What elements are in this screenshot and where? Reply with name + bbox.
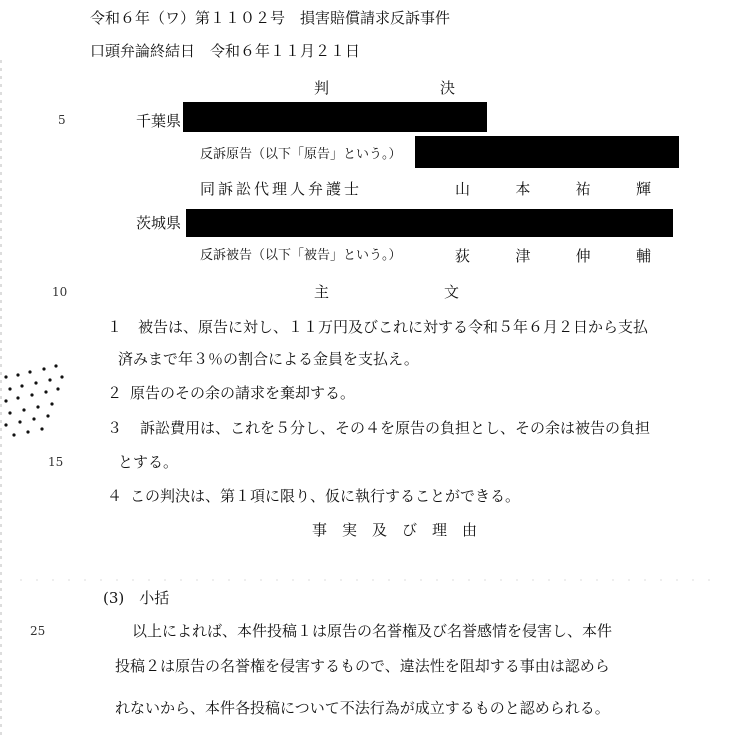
main-item-number: １ bbox=[107, 318, 123, 336]
line-number-15: 15 bbox=[48, 455, 64, 469]
main-item-number: ２ bbox=[107, 384, 123, 402]
main-item-number: ３ bbox=[107, 419, 123, 437]
facts-and-reasons-title: 事 実 及 び 理 由 bbox=[312, 521, 478, 539]
defendant-role: 反訴被告（以下「被告」という。） bbox=[200, 248, 402, 263]
main-item-line: 被告は、原告に対し、１１万円及びこれに対する令和５年６月２日から支払 bbox=[138, 318, 649, 336]
main-item-line: 訴訟費用は、これを５分し、その４を原告の負担とし、その余は被告の負担 bbox=[140, 419, 651, 437]
main-text-title-2: 文 bbox=[444, 283, 460, 301]
defendant-name-char: 荻 bbox=[455, 247, 471, 265]
main-item-line: とする。 bbox=[118, 453, 179, 471]
attorney-name-char: 祐 bbox=[575, 180, 591, 198]
attorney-role: 同訴訟代理人弁護士 bbox=[200, 180, 363, 198]
defendant-prefecture: 茨城県 bbox=[136, 214, 182, 232]
redaction-plaintiff-name bbox=[415, 136, 679, 168]
plaintiff-role: 反訴原告（以下「原告」という。） bbox=[200, 147, 402, 162]
line-number-5: 5 bbox=[58, 113, 66, 127]
plaintiff-prefecture: 千葉県 bbox=[136, 112, 182, 130]
defendant-name-char: 輔 bbox=[635, 247, 651, 265]
judgment-title-2: 決 bbox=[440, 79, 456, 97]
summary-heading: (3) 小括 bbox=[103, 589, 170, 607]
main-text-title-1: 主 bbox=[314, 283, 330, 301]
main-item-line: 原告のその余の請求を棄却する。 bbox=[130, 384, 356, 402]
attorney-name-char: 輝 bbox=[635, 180, 651, 198]
summary-line: 投稿２は原告の名誉権を侵害するもので、違法性を阻却する事由は認めら bbox=[115, 657, 610, 675]
attorney-name bbox=[455, 180, 651, 198]
main-item-number: ４ bbox=[107, 487, 123, 505]
attorney-name-char: 山 bbox=[455, 180, 471, 198]
defendant-name bbox=[455, 247, 651, 265]
punch-dots-decoration bbox=[0, 355, 70, 445]
case-number-line: 令和６年（ワ）第１１０２号 損害賠償請求反訴事件 bbox=[90, 9, 451, 27]
hearing-date-line: 口頭弁論終結日 令和６年１１月２１日 bbox=[90, 42, 361, 60]
line-number-25: 25 bbox=[30, 624, 46, 638]
line-number-10: 10 bbox=[52, 285, 68, 299]
summary-line: れないから、本件各投稿について不法行為が成立するものと認められる。 bbox=[115, 699, 610, 717]
attorney-name-char: 本 bbox=[515, 180, 531, 198]
main-item-line: この判決は、第１項に限り、仮に執行することができる。 bbox=[130, 487, 521, 505]
redaction-defendant-address bbox=[186, 209, 673, 237]
defendant-name-char: 津 bbox=[515, 247, 531, 265]
judgment-title-1: 判 bbox=[314, 79, 330, 97]
page-gap-noise bbox=[20, 578, 720, 582]
main-item-line: 済みまで年３％の割合による金員を支払え。 bbox=[118, 350, 419, 368]
redaction-plaintiff-address bbox=[183, 102, 487, 132]
summary-line: 以上によれば、本件投稿１は原告の名誉権及び名誉感情を侵害し、本件 bbox=[132, 622, 613, 640]
defendant-name-char: 伸 bbox=[575, 247, 591, 265]
